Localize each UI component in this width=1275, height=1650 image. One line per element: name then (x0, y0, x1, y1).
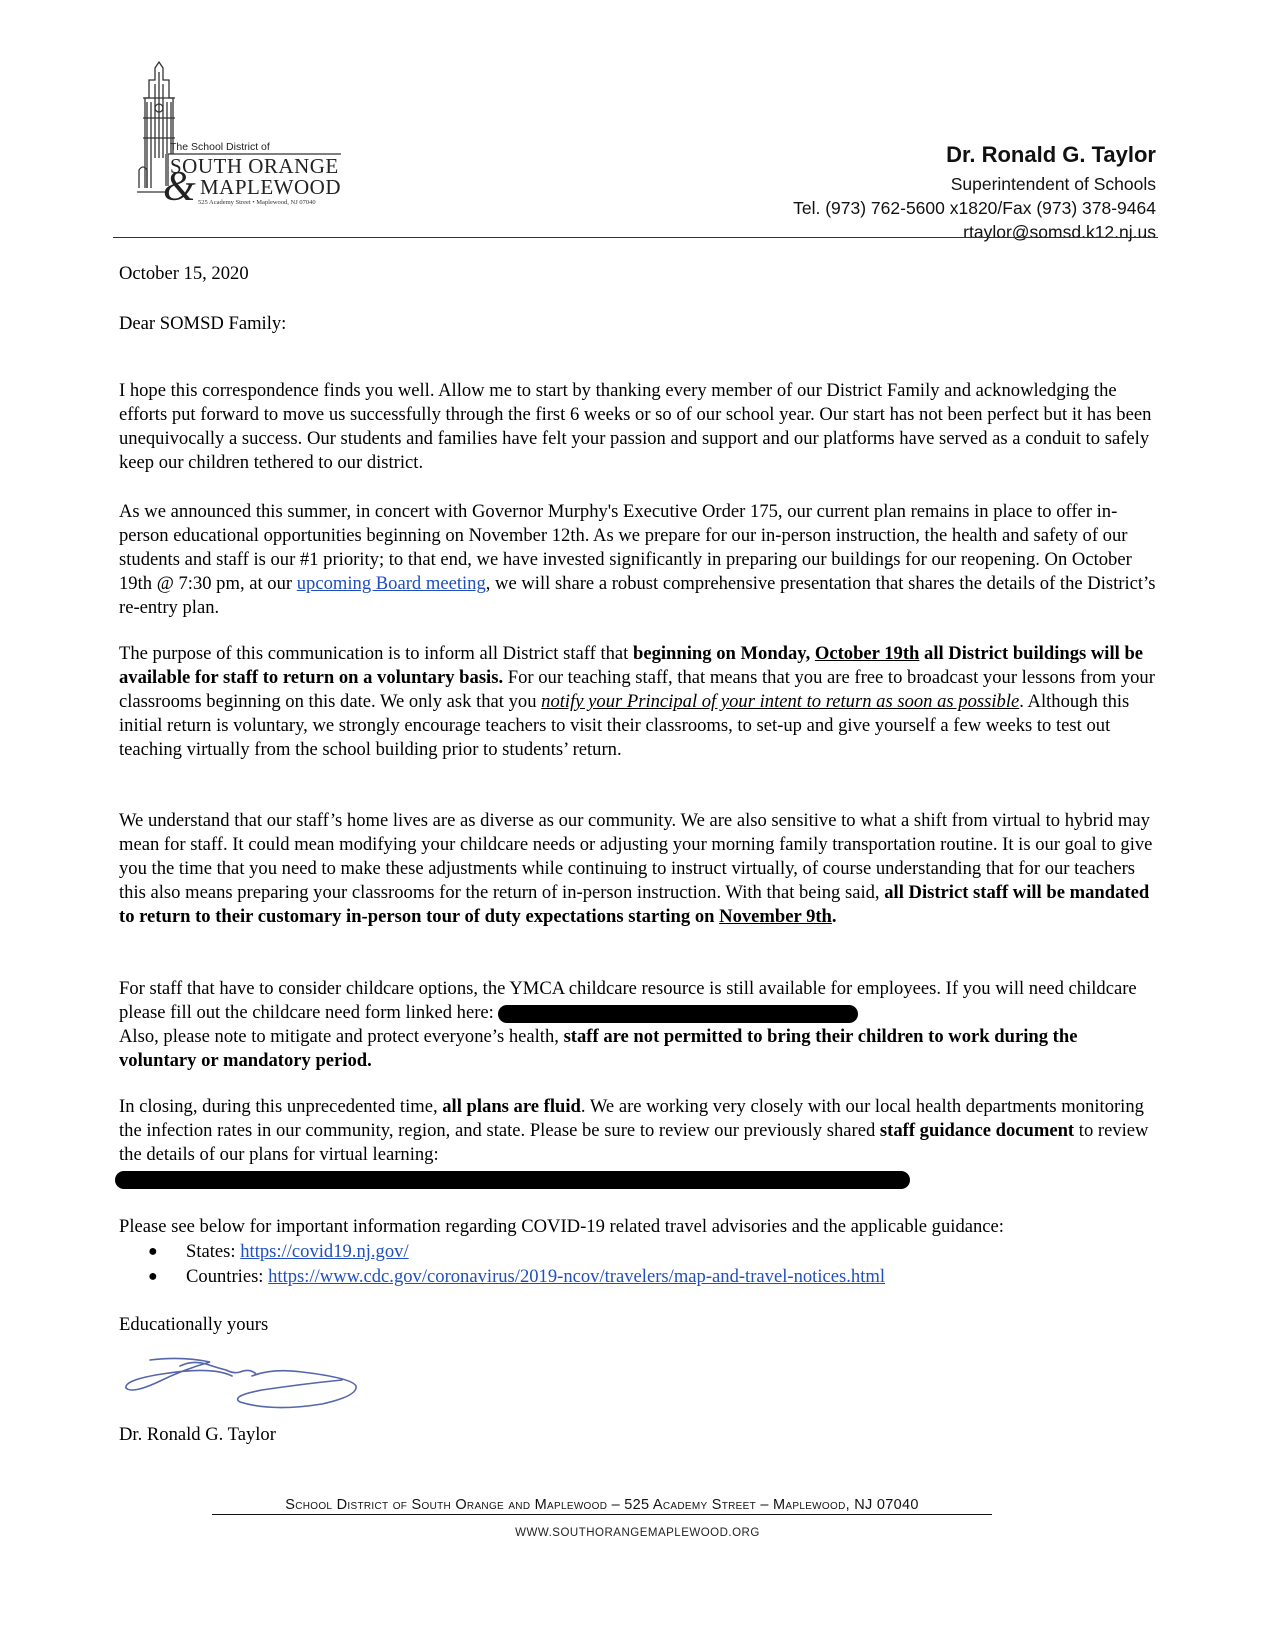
logo-address: 525 Academy Street • Maplewood, NJ 07040 (198, 199, 316, 206)
signer-name: Dr. Ronald G. Taylor (119, 1424, 276, 1445)
sender-email: rtaylor@somsd.k12.nj.us (963, 222, 1156, 242)
paragraph-text: The purpose of this communication is to inform all District staff that (119, 642, 633, 664)
bold-text: staff are not permitted to bring their children to work during the voluntary or mandatory period. (119, 1026, 1078, 1072)
sender-name: Dr. Ronald G. Taylor (946, 142, 1156, 167)
travel-links-list (148, 1240, 885, 1289)
redacted-childcare-link (498, 1005, 858, 1023)
underlined-date: November 9th (719, 906, 832, 928)
paragraph-announcement (119, 500, 1159, 621)
sender-phone: Tel. (973) 762-5600 x1820/Fax (973) 378-9464 (793, 198, 1156, 218)
sender-title: Superintendent of Schools (950, 174, 1156, 194)
district-logo (135, 58, 365, 218)
letter-date: October 15, 2020 (119, 263, 249, 284)
bold-text-part: . (831, 906, 837, 928)
paragraph-text: For staff that have to consider childcare options, the YMCA childcare resource is still available for employees. If you will need childcare please fill out the childcare need form linked here: (119, 977, 1137, 1023)
paragraph-text: In closing, during this unprecedented time, (119, 1095, 443, 1117)
bullet-label: States: (186, 1241, 241, 1262)
cdc-travel-link[interactable]: https://www.cdc.gov/coronavirus/2019-ncov/travelers/map-and-travel-notices.html (268, 1265, 885, 1287)
list-item (148, 1265, 885, 1290)
paragraph-text: For our teaching staff, that means that you are free to broadcast your lessons from your classrooms beginning on this date. We only ask that you (119, 666, 1155, 712)
closing-phrase: Educationally yours (119, 1314, 269, 1335)
paragraph-text: Also, please note to mitigate and protect everyone’s health, (119, 1026, 564, 1047)
bullet: ● (148, 1243, 158, 1260)
logo-text-south-orange: SOUTH ORANGE (170, 154, 339, 178)
paragraph-intro: I hope this correspondence finds you well. Allow me to start by thanking every member of our District Family and acknowledging the efforts put forward to move us successfully through the first 6 weeks or so of our school year. Our start has not been perfect but it has been unequivocally a success. Our students and families have felt your passion and support and our platforms have served as a conduit to safely keep our children tethered to our district. (119, 379, 1152, 474)
logo-text-maplewood: MAPLEWOOD (200, 175, 341, 199)
paragraph-text: , we will share a robust comprehensive presentation that shares the details of the District’s re-entry plan. (119, 573, 1156, 619)
paragraph-voluntary-return (119, 642, 1159, 763)
paragraph-mandatory-return (119, 809, 1159, 930)
bold-text-part: all District staff will be mandated to return to their customary in-person tour of duty expectations starting on (119, 882, 1150, 928)
paragraph-childcare (119, 977, 1159, 1074)
header-divider (113, 237, 1158, 238)
paragraph-text: to review the details of our plans for virtual learning: (119, 1119, 1149, 1165)
paragraph-text: . Although this initial return is voluntary, we strongly encourage teachers to visit their classrooms, to set-up and give yourself a few weeks to test out teaching virtually from the school building prior to students’ return. (119, 691, 1130, 761)
paragraph-text: We understand that our staff’s home lives are as diverse as our community. We are also sensitive to what a shift from virtual to hybrid may mean for staff. It could mean modifying your childcare needs or adjusting your morning family transportation routine. It is our goal to give you the time that you need to make these adjustments while continuing to instruct virtually, of course understanding that for our teachers this also means preparing your classrooms for the return of in-person instruction. With that being said, (119, 809, 1153, 904)
underlined-date: October 19th (814, 642, 920, 664)
logo-ampersand: & (163, 164, 196, 210)
paragraph-text: . We are working very closely with our local health departments monitoring the infection rates in our community, region, and state. Please be sure to review our previously shared (119, 1095, 1144, 1141)
paragraph-travel: Please see below for important information regarding COVID-19 related travel advisories and the applicable guidance: (119, 1215, 1004, 1237)
paragraph-closing (119, 1095, 1159, 1192)
footer-website: WWW.SOUTHORANGEMAPLEWOOD.ORG (515, 1527, 760, 1539)
bold-text: all plans are fluid (442, 1095, 581, 1117)
bold-text-part: beginning on Monday, (633, 642, 815, 664)
handwritten-signature (122, 1352, 372, 1423)
redacted-guidance-link (115, 1171, 910, 1189)
italic-underlined-text: notify your Principal of your intent to return as soon as possible (541, 691, 1020, 712)
bullet-label: Countries: (186, 1265, 269, 1287)
nj-covid-link[interactable]: https://covid19.nj.gov/ (240, 1241, 409, 1262)
sender-contact (793, 138, 1156, 244)
bullet: ● (148, 1267, 158, 1285)
bold-text: staff guidance document (879, 1119, 1075, 1141)
bold-text-part: all District buildings will be available for staff to return on a voluntary basis. (119, 642, 1144, 688)
list-item (148, 1240, 885, 1265)
salutation: Dear SOMSD Family: (119, 313, 287, 334)
board-meeting-link[interactable]: upcoming Board meeting (296, 573, 486, 595)
paragraph-text: As we announced this summer, in concert with Governor Murphy's Executive Order 175, our current plan remains in place to offer in-person educational opportunities beginning on November 12th. As we prepare for our in-person instruction, the health and safety of our students and staff is our #1 priority; to that end, we have invested significantly in preparing our buildings for our reopening. On October 19th @ 7:30 pm, at our (119, 500, 1132, 595)
footer-address: School District of South Orange and Maplewood – 525 Academy Street – Maplewood, NJ 07040 (212, 1497, 992, 1515)
logo-tagline: The School District of (170, 141, 270, 153)
